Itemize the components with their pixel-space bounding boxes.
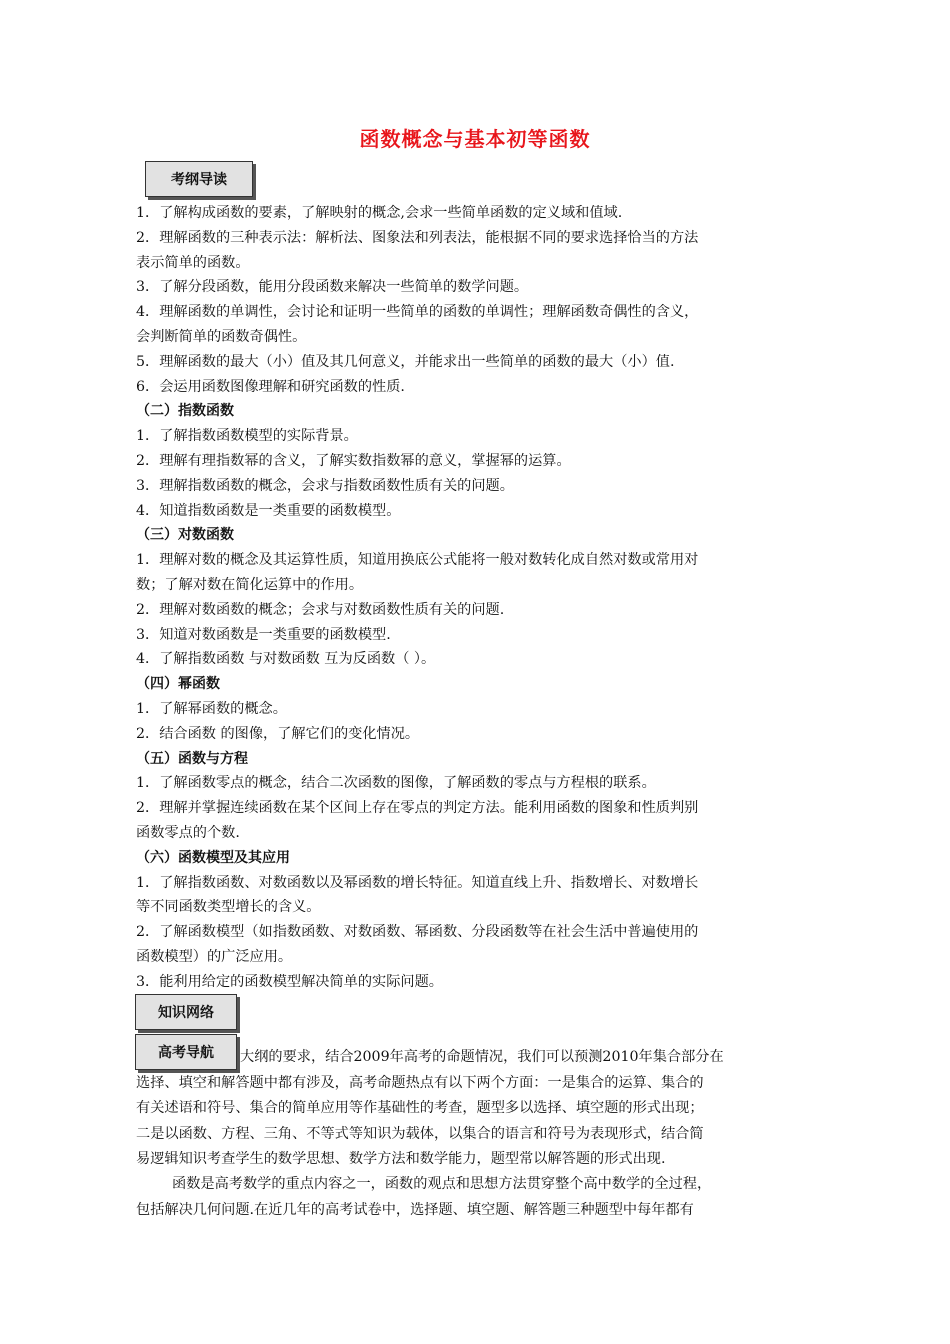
paragraph-line: 大纲的要求，结合2009年高考的命题情况，我们可以预测2010年集合部分在: [240, 1049, 724, 1065]
outline-line: 2．了解函数模型（如指数函数、对数函数、幂函数、分段函数等在社会生活中普遍使用的: [136, 924, 699, 941]
paragraph-line: 包括解决几何问题.在近几年的高考试卷中，选择题、填空题、解答题三种题型中每年都有: [136, 1201, 694, 1218]
outline-line: 表示简单的函数。: [136, 254, 250, 271]
outline-line: 会判断简单的函数奇偶性。: [136, 328, 307, 345]
section-heading: （三）对数函数: [136, 527, 234, 544]
section-heading: （二）指数函数: [136, 403, 234, 420]
outline-line: 4．理解函数的单调性，会讨论和证明一些简单的函数的单调性；理解函数奇偶性的含义，: [136, 304, 699, 321]
outline-line: 3．能利用给定的函数模型解决简单的实际问题。: [136, 973, 443, 990]
outline-line: 3．理解指数函数的概念，会求与指数函数性质有关的问题。: [136, 477, 514, 494]
outline-line: 函数模型）的广泛应用。: [136, 948, 293, 965]
section-tag-network: 知识网络: [135, 994, 237, 1030]
outline-line: 5．理解函数的最大（小）值及其几何意义，并能求出一些简单的函数的最大（小）值.: [136, 353, 675, 370]
section-heading: （五）函数与方程: [136, 750, 248, 767]
outline-content: [136, 201, 816, 995]
outline-line: 3．了解分段函数，能用分段函数来解决一些简单的数学问题。: [136, 279, 529, 296]
outline-line: 4．了解指数函数 与对数函数 互为反函数（ ）。: [136, 651, 436, 668]
section-tag-outline: 考纲导读: [145, 161, 253, 197]
guide-paragraph-2: [136, 1172, 816, 1223]
section-heading: （六）函数模型及其应用: [136, 849, 290, 866]
outline-line: 1．了解构成函数的要素，了解映射的概念,会求一些简单函数的定义域和值域.: [136, 205, 623, 221]
paragraph-line: 选择、填空和解答题中都有涉及，高考命题热点有以下两个方面：一是集合的运算、集合的: [136, 1074, 704, 1091]
outline-line: 函数零点的个数.: [136, 824, 240, 841]
guide-paragraph-1: [136, 1045, 816, 1173]
paragraph-line: 二是以函数、方程、三角、不等式等知识为载体，以集合的语言和符号为表现形式，结合简: [136, 1125, 704, 1142]
outline-line: 1．了解指数函数模型的实际背景。: [136, 428, 358, 445]
page-title: 函数概念与基本初等函数: [359, 127, 591, 151]
outline-line: 等不同函数类型增长的含义。: [136, 899, 321, 916]
outline-line: 2．理解并掌握连续函数在某个区间上存在零点的判定方法。能利用函数的图象和性质判别: [136, 800, 699, 817]
outline-line: 1．了解函数零点的概念，结合二次函数的图像，了解函数的零点与方程根的联系。: [136, 775, 656, 792]
outline-line: 1．理解对数的概念及其运算性质，知道用换底公式能将一般对数转化成自然对数或常用对: [136, 552, 699, 569]
outline-line: 2．理解对数函数的概念；会求与对数函数性质有关的问题.: [136, 601, 505, 618]
outline-line: 2．理解函数的三种表示法：解析法、图象法和列表法，能根据不同的要求选择恰当的方法: [136, 229, 699, 246]
outline-line: 4．知道指数函数是一类重要的函数模型。: [136, 502, 401, 519]
section-heading: （四）幂函数: [136, 676, 220, 693]
paragraph-line: 有关述语和符号、集合的简单应用等作基础性的考查，题型多以选择、填空题的形式出现；: [136, 1100, 704, 1116]
outline-line: 数；了解对数在简化运算中的作用。: [136, 576, 364, 593]
outline-line: 3．知道对数函数是一类重要的函数模型.: [136, 626, 391, 643]
section-tag-guide: 高考导航: [135, 1034, 237, 1070]
paragraph-line: 函数是高考数学的重点内容之一，函数的观点和思想方法贯穿整个高中数学的全过程，: [172, 1176, 712, 1192]
outline-line: 1．了解指数函数、对数函数以及幂函数的增长特征。知道直线上升、指数增长、对数增长: [136, 874, 699, 891]
outline-line: 1．了解幂函数的概念。: [136, 700, 287, 717]
outline-line: 2．结合函数 的图像，了解它们的变化情况。: [136, 725, 420, 742]
outline-line: 2．理解有理指数幂的含义，了解实数指数幂的意义，掌握幂的运算。: [136, 452, 571, 469]
paragraph-line: 易逻辑知识考查学生的数学思想、数学方法和数学能力，题型常以解答题的形式出现.: [136, 1151, 666, 1167]
outline-line: 6．会运用函数图像理解和研究函数的性质.: [136, 378, 405, 395]
